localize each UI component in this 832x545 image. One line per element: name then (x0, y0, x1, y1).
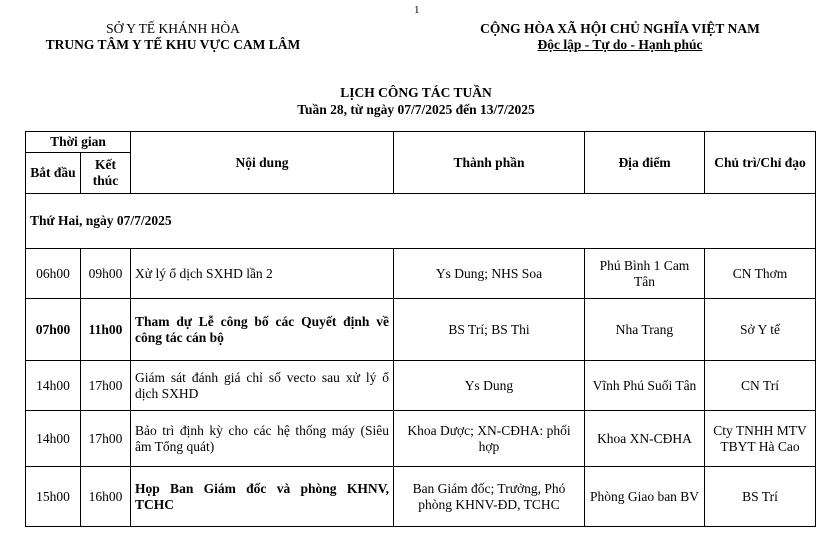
day-row (26, 194, 816, 249)
participants-cell: Khoa Dược; XN-CĐHA: phối hợp (394, 411, 585, 467)
issuer-name: TRUNG TÂM Y TẾ KHU VỰC CAM LÂM (45, 37, 301, 52)
start-time: 06h00 (26, 249, 81, 299)
chair-cell: Cty TNHH MTV TBYT Hà Cao (705, 411, 816, 467)
col-start-header: Bắt đầu (26, 153, 81, 194)
end-time: 16h00 (81, 467, 131, 527)
chair-cell: BS Trí (705, 467, 816, 527)
col-content-header: Nội dung (131, 132, 394, 194)
end-time: 17h00 (81, 361, 131, 411)
national-header (440, 21, 800, 53)
chair-cell: CN Thơm (705, 249, 816, 299)
location-cell: Phú Bình 1 Cam Tân (585, 249, 705, 299)
content-cell: Tham dự Lễ công bố các Quyết định về công tác cán bộ (131, 299, 394, 361)
col-end-header: Kết thúc (81, 153, 131, 194)
end-time: 17h00 (81, 411, 131, 467)
table-row (26, 411, 816, 467)
content-cell: Bảo trì định kỳ cho các hệ thống máy (Siêu âm Tổng quát) (131, 411, 394, 467)
start-time: 15h00 (26, 467, 81, 527)
title-block (0, 84, 832, 118)
page-number: 1 (414, 4, 420, 16)
participants-cell: Ban Giám đốc; Trưởng, Phó phòng KHNV-ĐD, TCHC (394, 467, 585, 527)
chair-cell: CN Trí (705, 361, 816, 411)
day-label: Thứ Hai, ngày 07/7/2025 (26, 194, 816, 249)
end-time: 11h00 (81, 299, 131, 361)
content-cell: Họp Ban Giám đốc và phòng KHNV, TCHC (131, 467, 394, 527)
location-cell: Phòng Giao ban BV (585, 467, 705, 527)
location-cell: Vĩnh Phú Suối Tân (585, 361, 705, 411)
page-subtitle: Tuần 28, từ ngày 07/7/2025 đến 13/7/2025 (297, 102, 535, 117)
start-time: 14h00 (26, 361, 81, 411)
table-row (26, 299, 816, 361)
content-cell: Giám sát đánh giá chỉ số vecto sau xử lý ổ dịch SXHD (131, 361, 394, 411)
col-participants-header: Thành phần (394, 132, 585, 194)
content-cell: Xử lý ổ dịch SXHD lần 2 (131, 249, 394, 299)
col-location-header: Địa điểm (585, 132, 705, 194)
schedule-table (25, 131, 816, 527)
participants-cell: Ys Dung; NHS Soa (394, 249, 585, 299)
participants-cell: BS Trí; BS Thi (394, 299, 585, 361)
table-row (26, 361, 816, 411)
table-row (26, 249, 816, 299)
national-name: CỘNG HÒA XÃ HỘI CHỦ NGHĨA VIỆT NAM (480, 21, 760, 36)
start-time: 14h00 (26, 411, 81, 467)
end-time: 09h00 (81, 249, 131, 299)
issuer-parent: SỞ Y TẾ KHÁNH HÒA (106, 21, 240, 36)
chair-cell: Sở Y tế (705, 299, 816, 361)
start-time: 07h00 (26, 299, 81, 361)
issuer-header (28, 21, 318, 53)
national-motto: Độc lập - Tự do - Hạnh phúc (537, 37, 703, 52)
col-chair-header: Chủ trì/Chỉ đạo (705, 132, 816, 194)
location-cell: Nha Trang (585, 299, 705, 361)
location-cell: Khoa XN-CĐHA (585, 411, 705, 467)
col-time-header: Thời gian (26, 132, 131, 153)
table-row (26, 467, 816, 527)
header-row (26, 132, 816, 153)
participants-cell: Ys Dung (394, 361, 585, 411)
page-title: LỊCH CÔNG TÁC TUẦN (340, 85, 492, 100)
